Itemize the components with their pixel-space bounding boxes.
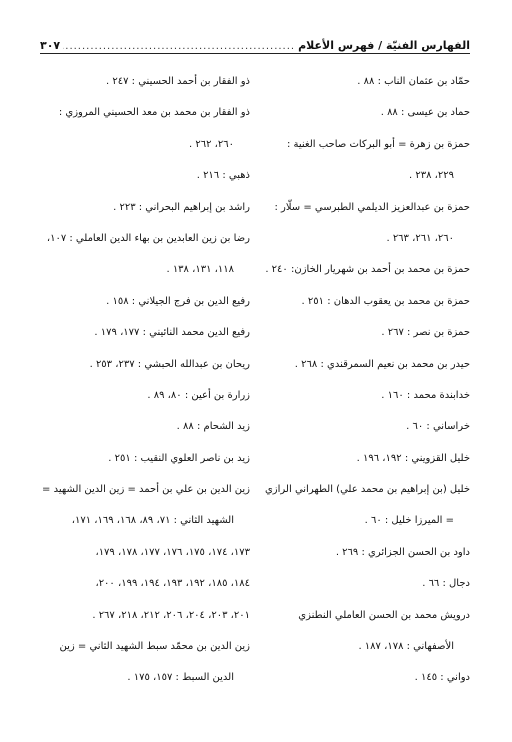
index-entry: حمزة بن محمد بن يعقوب الدهان : ٢٥١ . <box>301 295 470 307</box>
index-entry: زين الدين بن محمّد سبط الشهيد الثاني = زين <box>59 641 250 653</box>
header-rule <box>40 53 470 54</box>
index-entry: درويش محمد بن الحسن العاملي النطنزي <box>298 609 470 621</box>
index-column-left <box>34 66 250 694</box>
index-entry-continuation: ٢٦٠، ٢٦٢ . <box>188 138 234 150</box>
index-entry: داود بن الحسن الجزائري : ٢٦٩ . <box>335 546 470 558</box>
index-column-right <box>254 66 470 694</box>
index-entry-continuation: الشهيد الثاني : ٧١، ٨٩، ١٦٨، ١٦٩، ١٧١، <box>71 515 234 527</box>
index-entry: زرارة بن أعين : ٨٠، ٨٩ . <box>147 389 250 401</box>
index-entry: زين الدين بن علي بن أحمد = زين الدين الشهيد = <box>42 484 250 496</box>
index-entry-continuation: = الميرزا خليل : ٦٠ . <box>364 515 454 527</box>
index-entry-continuation: الأصفهاني : ١٧٨، ١٨٧ . <box>358 641 454 653</box>
index-entry: ١٧٣، ١٧٤، ١٧٥، ١٧٦، ١٧٧، ١٧٨، ١٧٩، <box>95 546 250 558</box>
index-entry: حماد بن عيسى : ٨٨ . <box>380 107 470 119</box>
index-entry: راشد بن إبراهيم البحراني : ٢٢٣ . <box>113 201 250 213</box>
index-entry: حمزة بن عبدالعزيز الديلمي الطبرسي = سلّار : <box>274 201 470 213</box>
index-entry: حمزة بن نصر : ٢٦٧ . <box>381 327 470 339</box>
index-entry: خراساني : ٦٠ . <box>406 421 470 433</box>
index-entry: حمّاد بن عثمان الناب : ٨٨ . <box>357 76 470 87</box>
index-entry-continuation: الدين السبط : ١٥٧، ١٧٥ . <box>127 672 234 684</box>
index-entry: ذو الفقار بن أحمد الحسيني : ٢٤٧ . <box>106 76 250 87</box>
running-header <box>40 34 470 52</box>
index-entry: ذهبي : ٢١٦ . <box>196 170 250 182</box>
index-entry: حمزة بن محمد بن أحمد بن شهريار الخازن: ٢٤٠ . <box>265 264 470 276</box>
index-entry-continuation: ٢٢٩، ٢٣٨ . <box>408 170 454 182</box>
index-entry: ٢٠١، ٢٠٣، ٢٠٤، ٢٠٦، ٢١٢، ٢١٨، ٢٦٧ . <box>92 609 250 621</box>
index-entry: دجال : ٦٦ . <box>422 578 470 590</box>
index-entry: حمزة بن زهرة = أبو البركات صاحب الغنية : <box>286 138 470 150</box>
index-entry: ١٨٤، ١٨٥، ١٩٢، ١٩٣، ١٩٤، ١٩٩، ٢٠٠، <box>95 578 250 590</box>
index-entry: رضا بن زين العابدين بن بهاء الدين العاملي : ١٠٧، <box>46 232 250 244</box>
index-entry: حيدر بن محمد بن نعيم السمرقندي : ٢٦٨ . <box>294 358 470 370</box>
running-title: الفهارس الفنيّة / فهرس الأعلام <box>298 39 470 52</box>
index-entry: رفيع الدين محمد النائيني : ١٧٧، ١٧٩ . <box>94 327 250 339</box>
index-entry: رفيع الدين بن فرج الجيلاني : ١٥٨ . <box>106 295 250 307</box>
page-number: ٣٠٧ <box>40 39 61 52</box>
index-entry-continuation: ١١٨، ١٣١، ١٣٨ . <box>166 264 234 276</box>
index-entry-continuation: ٢٦٠، ٢٦١، ٢٦٣ . <box>386 232 454 244</box>
index-entry: ذو الفقار بن محمد بن معد الحسيني المروزي : <box>58 107 250 119</box>
index-entry: زيد الشحام : ٨٨ . <box>176 421 250 433</box>
index-entry: خدابندة محمد : ١٦٠ . <box>381 389 470 401</box>
index-entry: دواني : ١٤٥ . <box>414 672 470 684</box>
index-entry: ريحان بن عبدالله الحبشي : ٢٣٧، ٢٥٣ . <box>89 358 250 370</box>
index-entry: خليل القزويني : ١٩٢، ١٩٦ . <box>356 452 470 464</box>
index-entry: زيد بن ناصر العلوي النقيب : ٢٥١ . <box>108 452 250 464</box>
leader-dots <box>63 41 295 52</box>
index-entry: خليل (بن إبراهيم بن محمد علي) الطهراني الرازي <box>264 484 470 496</box>
